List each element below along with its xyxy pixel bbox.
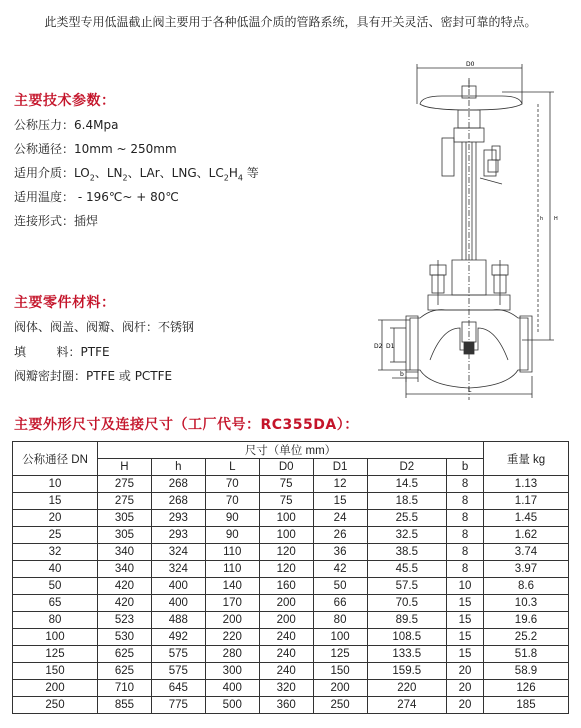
table-cell: 10.3 [484, 595, 569, 612]
table-title: 主要外形尺寸及连接尺寸（工厂代号：RC355DA）： [14, 417, 359, 433]
table-row [13, 493, 569, 510]
table-cell: 492 [151, 629, 205, 646]
table-cell: 120 [259, 561, 313, 578]
table-cell: 12 [313, 476, 367, 493]
column-header: h [151, 459, 205, 476]
table-cell: 1.45 [484, 510, 569, 527]
table-row [13, 578, 569, 595]
temp-row [14, 188, 179, 205]
table-cell: 324 [151, 561, 205, 578]
table-cell: 8 [447, 561, 484, 578]
table-cell: 32.5 [367, 527, 447, 544]
table-cell: 855 [98, 697, 152, 714]
dim-h-small-label: h [540, 216, 544, 222]
table-cell: 305 [98, 510, 152, 527]
table-cell: 25.5 [367, 510, 447, 527]
dim-h-label: H [554, 216, 558, 222]
table-cell: 300 [205, 663, 259, 680]
table-cell: 500 [205, 697, 259, 714]
table-cell: 40 [13, 561, 98, 578]
table-cell: 125 [13, 646, 98, 663]
table-cell: 710 [98, 680, 152, 697]
medium-row [14, 164, 259, 182]
diameter-label: 公称通径： [14, 142, 75, 156]
medium-label: 适用介质： [14, 166, 75, 180]
table-cell: 110 [205, 561, 259, 578]
column-header: D0 [259, 459, 313, 476]
parts-row-2 [14, 343, 110, 360]
table-cell: 50 [313, 578, 367, 595]
table-cell: 240 [259, 663, 313, 680]
table-cell: 100 [313, 629, 367, 646]
table-row [13, 697, 569, 714]
table-cell: 15 [447, 595, 484, 612]
temp-label: 适用温度： [14, 190, 75, 204]
table-cell: 1.13 [484, 476, 569, 493]
table-cell: 32 [13, 544, 98, 561]
table-cell: 293 [151, 527, 205, 544]
table-cell: 575 [151, 646, 205, 663]
table-cell: 240 [259, 629, 313, 646]
table-row [13, 680, 569, 697]
seal-label: 阀瓣密封圈： [14, 369, 87, 383]
diameter-value: 10mm ~ 250mm [74, 142, 177, 156]
column-header: b [447, 459, 484, 476]
table-row [13, 510, 569, 527]
table-cell: 100 [13, 629, 98, 646]
table-cell: 200 [205, 612, 259, 629]
table-cell: 51.8 [484, 646, 569, 663]
medium-text: 、LAr、LNG、LC [127, 166, 224, 180]
table-cell: 25 [13, 527, 98, 544]
table-cell: 25.2 [484, 629, 569, 646]
table-cell: 200 [259, 595, 313, 612]
table-cell: 8 [447, 493, 484, 510]
packing-value: PTFE [80, 345, 110, 359]
table-cell: 18.5 [367, 493, 447, 510]
conn-label: 连接形式： [14, 214, 75, 228]
table-cell: 110 [205, 544, 259, 561]
table-cell: 75 [259, 493, 313, 510]
table-cell: 15 [13, 493, 98, 510]
table-cell: 268 [151, 476, 205, 493]
table-cell: 240 [259, 646, 313, 663]
table-cell: 1.17 [484, 493, 569, 510]
medium-text: 、LN [94, 166, 123, 180]
medium-sub: 2 [223, 173, 229, 183]
table-cell: 200 [13, 680, 98, 697]
table-cell: 20 [447, 680, 484, 697]
table-cell: 126 [484, 680, 569, 697]
table-cell: 19.6 [484, 612, 569, 629]
table-cell: 15 [447, 629, 484, 646]
table-cell: 120 [259, 544, 313, 561]
tech-params-title: 主要技术参数： [14, 93, 116, 109]
table-cell: 360 [259, 697, 313, 714]
conn-value: 插焊 [74, 214, 99, 228]
table-cell: 420 [98, 595, 152, 612]
medium-sub: 2 [89, 173, 95, 183]
table-row [13, 629, 569, 646]
table-cell: 200 [313, 680, 367, 697]
diameter-row [14, 140, 177, 157]
table-row [13, 612, 569, 629]
table-cell: 274 [367, 697, 447, 714]
column-header: L [205, 459, 259, 476]
table-cell: 159.5 [367, 663, 447, 680]
table-cell: 100 [259, 527, 313, 544]
table-cell: 200 [259, 612, 313, 629]
weight-header: 重量 kg [484, 442, 569, 476]
valve-drawing [362, 60, 574, 405]
size-header: 尺寸（单位 mm） [98, 442, 484, 459]
table-cell: 400 [151, 578, 205, 595]
table-row [13, 595, 569, 612]
table-cell: 108.5 [367, 629, 447, 646]
table-cell: 36 [313, 544, 367, 561]
seal-value: PTFE 或 PCTFE [86, 369, 173, 383]
table-cell: 575 [151, 663, 205, 680]
table-cell: 488 [151, 612, 205, 629]
column-header: D2 [367, 459, 447, 476]
table-cell: 8 [447, 510, 484, 527]
table-cell: 170 [205, 595, 259, 612]
pressure-value: 6.4Mpa [74, 118, 119, 132]
dim-d2-label: D2 [374, 343, 383, 350]
table-cell: 15 [447, 646, 484, 663]
table-cell: 90 [205, 510, 259, 527]
table-cell: 275 [98, 493, 152, 510]
table-cell: 65 [13, 595, 98, 612]
table-row [13, 663, 569, 680]
medium-sub: 4 [237, 173, 243, 183]
table-cell: 140 [205, 578, 259, 595]
table-cell: 185 [484, 697, 569, 714]
table-cell: 1.62 [484, 527, 569, 544]
packing-label: 填 料： [14, 345, 81, 359]
table-cell: 625 [98, 646, 152, 663]
table-cell: 66 [313, 595, 367, 612]
table-cell: 14.5 [367, 476, 447, 493]
medium-text: 等 [242, 166, 259, 180]
table-cell: 125 [313, 646, 367, 663]
table-cell: 320 [259, 680, 313, 697]
table-cell: 3.74 [484, 544, 569, 561]
table-cell: 8 [447, 544, 484, 561]
table-cell: 400 [205, 680, 259, 697]
table-cell: 220 [205, 629, 259, 646]
table-cell: 250 [313, 697, 367, 714]
table-cell: 420 [98, 578, 152, 595]
table-cell: 58.9 [484, 663, 569, 680]
parts-title: 主要零件材料： [14, 295, 116, 311]
table-cell: 90 [205, 527, 259, 544]
table-cell: 340 [98, 561, 152, 578]
table-cell: 280 [205, 646, 259, 663]
intro-text: 此类型专用低温截止阀主要用于各种低温介质的管路系统，具有开关灵活、密封可靠的特点。 [44, 15, 537, 29]
table-cell: 42 [313, 561, 367, 578]
table-cell: 20 [13, 510, 98, 527]
table-cell: 45.5 [367, 561, 447, 578]
table-cell: 400 [151, 595, 205, 612]
table-cell: 523 [98, 612, 152, 629]
table-cell: 57.5 [367, 578, 447, 595]
pressure-row [14, 116, 118, 133]
medium-text: H [228, 166, 238, 180]
table-cell: 133.5 [367, 646, 447, 663]
table-cell: 645 [151, 680, 205, 697]
table-cell: 775 [151, 697, 205, 714]
table-cell: 250 [13, 697, 98, 714]
table-cell: 3.97 [484, 561, 569, 578]
table-cell: 324 [151, 544, 205, 561]
column-header: D1 [313, 459, 367, 476]
table-cell: 8 [447, 527, 484, 544]
table-cell: 26 [313, 527, 367, 544]
table-cell: 80 [313, 612, 367, 629]
dim-d1-label: D1 [386, 343, 395, 350]
table-cell: 160 [259, 578, 313, 595]
table-cell: 340 [98, 544, 152, 561]
table-cell: 293 [151, 510, 205, 527]
table-cell: 38.5 [367, 544, 447, 561]
table-cell: 8 [447, 476, 484, 493]
dimensions-table [12, 441, 569, 714]
table-cell: 24 [313, 510, 367, 527]
table-cell: 268 [151, 493, 205, 510]
table-cell: 70 [205, 476, 259, 493]
dn-header: 公称通径 DN [13, 442, 98, 476]
table-row [13, 646, 569, 663]
table-row [13, 544, 569, 561]
temp-value: - 196℃~ + 80℃ [74, 190, 179, 204]
table-cell: 80 [13, 612, 98, 629]
table-cell: 15 [447, 612, 484, 629]
table-cell: 89.5 [367, 612, 447, 629]
table-cell: 20 [447, 697, 484, 714]
table-row [13, 476, 569, 493]
table-cell: 305 [98, 527, 152, 544]
dim-b-label: b [400, 371, 404, 378]
table-cell: 75 [259, 476, 313, 493]
conn-row [14, 212, 98, 229]
medium-sub: 2 [122, 173, 128, 183]
table-cell: 10 [447, 578, 484, 595]
table-cell: 530 [98, 629, 152, 646]
medium-text: LO [74, 166, 90, 180]
table-row [13, 561, 569, 578]
table-cell: 70 [205, 493, 259, 510]
parts-row-3 [14, 367, 172, 384]
table-cell: 220 [367, 680, 447, 697]
table-cell: 10 [13, 476, 98, 493]
pressure-label: 公称压力： [14, 118, 75, 132]
table-cell: 625 [98, 663, 152, 680]
table-cell: 150 [13, 663, 98, 680]
table-cell: 150 [313, 663, 367, 680]
table-cell: 20 [447, 663, 484, 680]
table-cell: 275 [98, 476, 152, 493]
column-header: H [98, 459, 152, 476]
table-cell: 50 [13, 578, 98, 595]
dim-l-label: L [468, 387, 472, 394]
parts-row-1: 阀体、阀盖、阀瓣、阀杆：不锈钢 [14, 320, 195, 334]
table-cell: 70.5 [367, 595, 447, 612]
table-cell: 100 [259, 510, 313, 527]
table-cell: 15 [313, 493, 367, 510]
dim-d0-label: D0 [466, 61, 475, 68]
table-row [13, 527, 569, 544]
table-cell: 8.6 [484, 578, 569, 595]
